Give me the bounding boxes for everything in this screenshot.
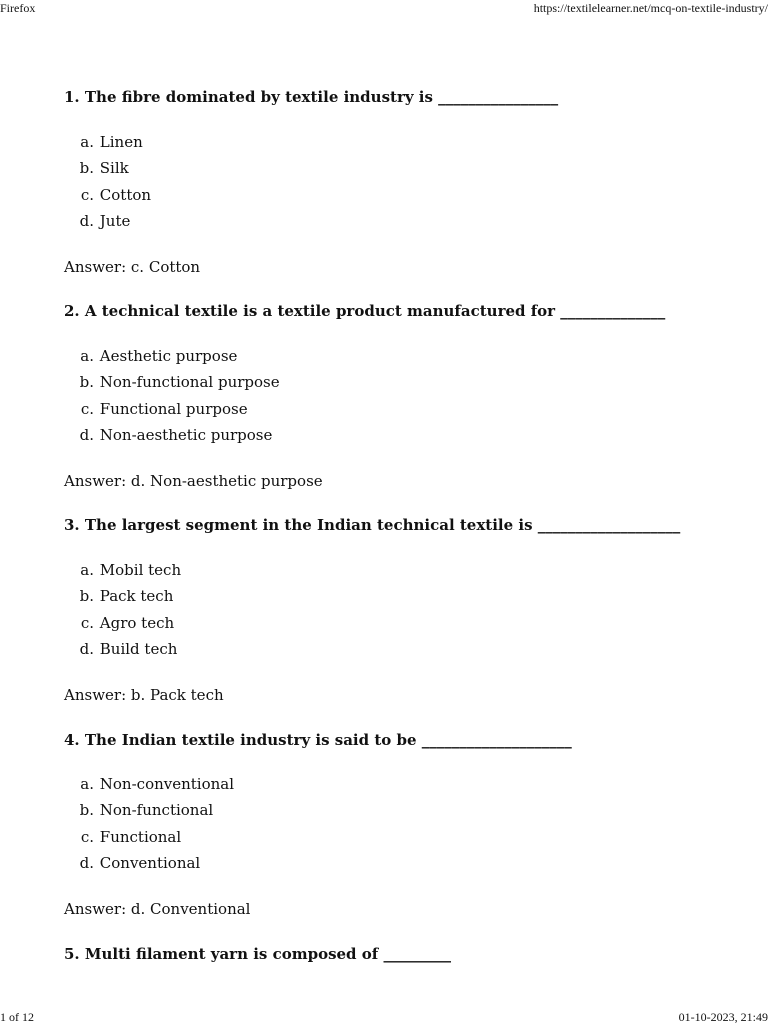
answer-3: Answer: b. Pack tech [64,686,224,704]
option-item [64,182,151,208]
question-3-options [64,557,181,662]
page-counter: 1 of 12 [0,1010,34,1024]
option-letter: c. [80,399,94,418]
question-3: 3. The largest segment in the Indian technical textile is ___________________ [64,516,681,534]
option-text: Non-conventional [99,775,235,793]
option-letter: b. [79,587,94,606]
option-item [64,636,181,662]
option-letter: b. [79,801,94,820]
option-item [64,771,234,797]
option-item [64,343,280,369]
option-letter: c. [80,827,94,846]
option-letter: c. [80,185,94,204]
option-text: Functional [99,827,182,846]
option-letter: b. [79,159,94,178]
option-item [64,422,280,448]
question-4: 4. The Indian textile industry is said to be ____________________ [64,731,572,749]
option-letter: d. [79,639,94,658]
question-5: 5. Multi filament yarn is composed of _________ [64,945,451,963]
print-header [0,1,768,15]
option-letter: a. [80,347,94,365]
option-item [64,610,181,636]
option-text: Non-aesthetic purpose [99,425,273,444]
answer-1: Answer: c. Cotton [64,258,201,276]
option-text: Silk [99,159,129,178]
option-letter: d. [79,211,94,230]
option-text: Linen [99,133,143,151]
question-1: 1. The fibre dominated by textile industry is ________________ [64,88,559,106]
option-item [64,208,151,234]
option-letter: c. [80,613,94,632]
browser-name: Firefox [0,1,36,15]
option-text: Mobil tech [99,561,182,579]
question-2: 2. A technical textile is a textile product manufactured for ______________ [64,302,666,320]
option-text: Pack tech [99,587,174,606]
option-item [64,155,151,181]
option-item [64,850,234,876]
option-item [64,583,181,609]
option-text: Non-functional [99,801,214,820]
option-letter: b. [79,373,94,392]
option-item [64,396,280,422]
option-item [64,369,280,395]
option-text: Aesthetic purpose [99,347,238,365]
question-2-options [64,343,280,448]
option-text: Conventional [99,853,201,872]
option-letter: a. [80,561,94,579]
print-timestamp: 01-10-2023, 21:49 [678,1010,768,1024]
option-item [64,557,181,583]
answer-4: Answer: d. Conventional [64,900,251,918]
option-text: Jute [99,211,131,230]
option-letter: a. [80,133,94,151]
option-item [64,129,151,155]
option-text: Non-functional purpose [99,373,280,392]
option-letter: d. [79,425,94,444]
question-4-options [64,771,234,876]
option-letter: d. [79,853,94,872]
print-footer [0,1010,768,1024]
option-text: Cotton [99,185,152,204]
answer-2: Answer: d. Non-aesthetic purpose [64,472,323,490]
option-item [64,797,234,823]
option-text: Build tech [99,639,178,658]
option-text: Functional purpose [99,399,248,418]
option-item [64,824,234,850]
question-1-options [64,129,151,234]
option-text: Agro tech [99,613,175,632]
option-letter: a. [80,775,94,793]
page-url: https://textilelearner.net/mcq-on-textile-industry/ [533,1,768,15]
